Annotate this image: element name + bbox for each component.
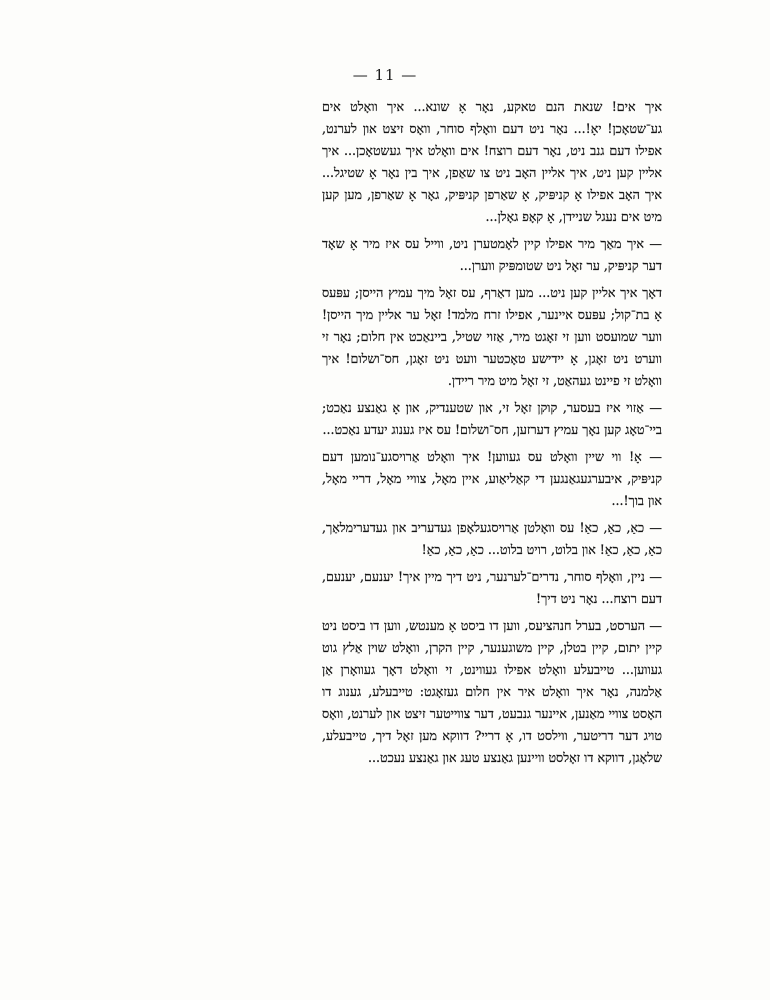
paragraph-2: — איך מאַך מיר אפילו קיין לאָמטערן ניט, ווייל עס איז מיר אָ שאָד דער קניפּיק, ער זאָל ניט שטומפּיק ווערן... bbox=[322, 236, 662, 273]
paragraph-7: — ניין, וואָלף סוחר, נדרים־לערנער, ניט דיך מיין איך! יענעם, יענעם, דעם רוצח... נאָר ניט דיך! bbox=[322, 569, 662, 606]
paragraph-4: — אַזוי איז בעסער, קוקן זאָל זי, און שטענדיק, און אָ גאַנצע נאַכט; ביי־טאָג קען נאָך עמיץ דערזען, חס־ושלום! עס איז גענוג יעדע נאַכט... bbox=[322, 400, 662, 437]
paragraph-3: דאָך איך אליין קען ניט... מען דאַרף, עס זאָל מיך עמיץ הייסן; עפּעס אָ בת־קול; עפּעס איינער, אפילו זרח מלמד! זאָל ער אליין מיך הייסן! ווער שמועסט ווען זי זאָגט מיר, אַזוי שטיל, ביינאַכט אין חלום; נאָר זי ווערט ניט זאָגן, אָ יידישע טאָכטער וועט ניט זאָגן, חס־ושלום! איך וואָלט זי פיינט געהאַט, זי זאָל מיט מיר ריידן. bbox=[322, 285, 662, 388]
paragraph-6: — כאַ, כאַ, כאַ! עס וואָלטן אַרויסגעלאָפן געדעריב און געדערימלאַך, כאַ, כאַ, כאַ! און בלוט, רויט בלוט... כאַ, כאַ, כאַ! bbox=[322, 520, 662, 557]
body-text bbox=[322, 96, 662, 769]
paragraph-5: — אָ! ווי שיין וואָלט עס געווען! איך וואָלט אַרויסגע־נומען דעם קניפּיק, איבערגעגאַנגען די קאַליאַוע, איין מאָל, צוויי מאָל, דריי מאָל, און בוך!... bbox=[322, 449, 662, 508]
page-number: — 11 — bbox=[352, 66, 418, 84]
paragraph-1: איך אים! שנאת הנם טאקע, נאָר אָ שונא... איך וואָלט אים גע־שטאָכן! יאָ!... נאָר ניט דעם וואָלף סוחר, וואָס זיצט און לערנט, אפילו דעם גנב ניט, נאָר דעם רוצח! אים וואָלט איך געשטאָכן... איך אליין קען ניט, איך אליין האָב ניט צו שאַפן, איך בין נאָר אָ שטיגל... איך האָב אפילו אָ קניפּיק, אָ שאַרפן קניפּיק, גאָר אָ שאַרפן, מען קען מיט אים נעגל שניידן, אָ קאָפ גאָלן... bbox=[322, 99, 662, 224]
paragraph-8: — הערסט, בערל חנהציעס, ווען דו ביסט אָ מענטש, ווען דו ביסט ניט קיין יתום, קיין בטלן, קיין משוגענער, קיין הקרן, וואָלט שוין אַלץ גוט געווען... טייבעלע וואָלט אפילו געווינט, זי וואָלט דאָך געוואָרן אַן אַלמנה, נאָר איך וואָלט איר אין חלום געזאָגט: טייבעלע, גענוג דו האָסט צוויי מאַנען, איינער גנבעט, דער צווייטער זיצט און לערנט, וואָס טויג דער דריטער, ווילסט דו, אָ דריי? דווקא מען זאָל דיך, טייבעלע, שלאָגן, דווקא דו זאָלסט וויינען גאַנצע טעג און גאַנצע נעכט... bbox=[322, 618, 662, 765]
